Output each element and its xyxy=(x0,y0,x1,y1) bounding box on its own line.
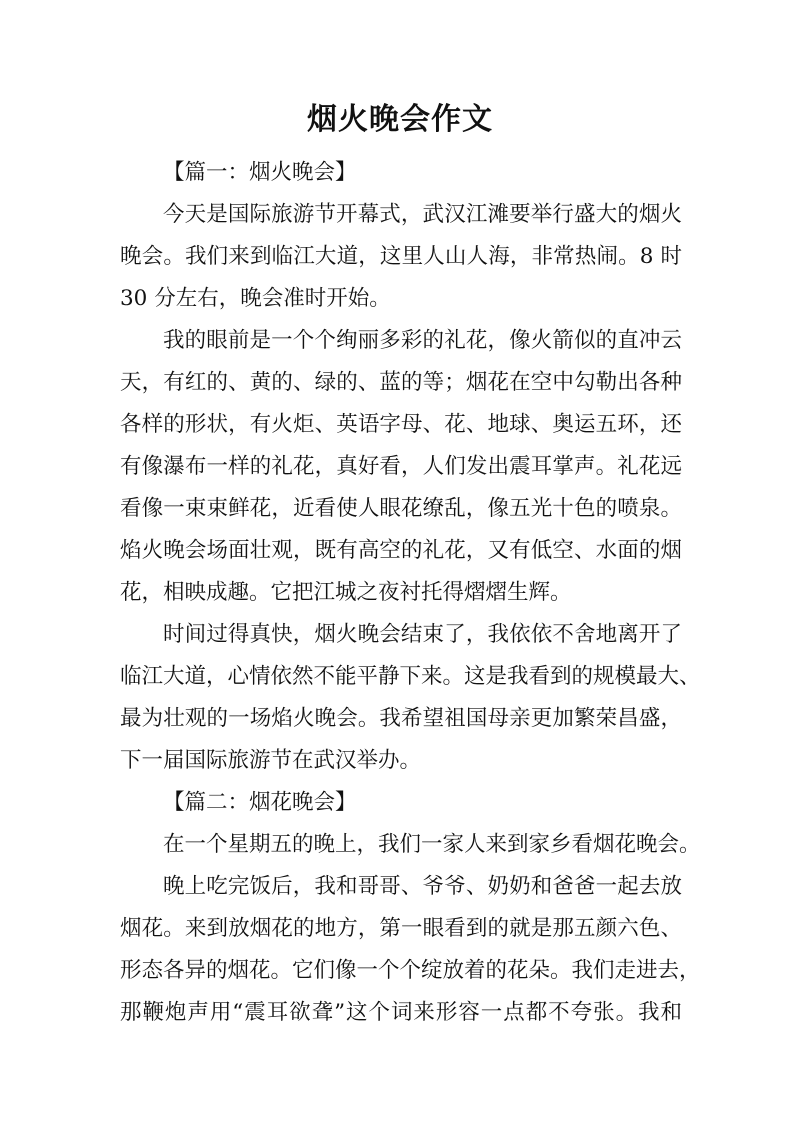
paragraph-line: 花，相映成趣。它把江城之夜衬托得熠熠生辉。 xyxy=(120,580,572,605)
document-title: 烟火晚会作文 xyxy=(307,102,493,137)
paragraph-line: 在一个星期五的晚上，我们一家人来到家乡看烟花晚会。 xyxy=(163,832,701,857)
paragraph-line: 晚会。我们来到临江大道，这里人山人海，非常热闹。8 时 xyxy=(120,244,682,269)
paragraph-line: 时间过得真快，烟火晚会结束了，我依依不舍地离开了 xyxy=(163,622,682,647)
paragraph-line: 晚上吃完饭后，我和哥哥、爷爷、奶奶和爸爸一起去放 xyxy=(163,874,682,899)
paragraph-line: 下一届国际旅游节在武汉举办。 xyxy=(120,748,422,773)
paragraph-line: 形态各异的烟花。它们像一个个绽放着的花朵。我们走进去， xyxy=(120,958,701,983)
paragraph-line: 焰火晚会场面壮观，既有高空的礼花，又有低空、水面的烟 xyxy=(120,538,682,563)
paragraph-line: 今天是国际旅游节开幕式，武汉江滩要举行盛大的烟火 xyxy=(163,202,682,227)
section2-heading: 【篇二：烟花晚会】 xyxy=(163,790,357,815)
paragraph-line: 看像一束束鲜花，近看使人眼花缭乱，像五光十色的喷泉。 xyxy=(120,496,682,521)
paragraph-line: 各样的形状，有火炬、英语字母、花、地球、奥运五环，还 xyxy=(120,412,682,437)
paragraph-line: 有像瀑布一样的礼花，真好看，人们发出震耳掌声。礼花远 xyxy=(120,454,682,479)
paragraph-line: 30 分左右，晚会准时开始。 xyxy=(120,286,391,311)
paragraph-line: 那鞭炮声用“震耳欲聋”这个词来形容一点都不夸张。我和 xyxy=(120,1000,682,1025)
paragraph-line: 烟花。来到放烟花的地方，第一眼看到的就是那五颜六色、 xyxy=(120,916,682,941)
paragraph-line: 临江大道，心情依然不能平静下来。这是我看到的规模最大、 xyxy=(120,664,701,689)
section1-heading: 【篇一：烟火晚会】 xyxy=(163,160,357,185)
paragraph-line: 天，有红的、黄的、绿的、蓝的等；烟花在空中勾勒出各种 xyxy=(120,370,682,395)
paragraph-line: 最为壮观的一场焰火晚会。我希望祖国母亲更加繁荣昌盛， xyxy=(120,706,682,731)
paragraph-line: 我的眼前是一个个绚丽多彩的礼花，像火箭似的直冲云 xyxy=(163,328,682,353)
